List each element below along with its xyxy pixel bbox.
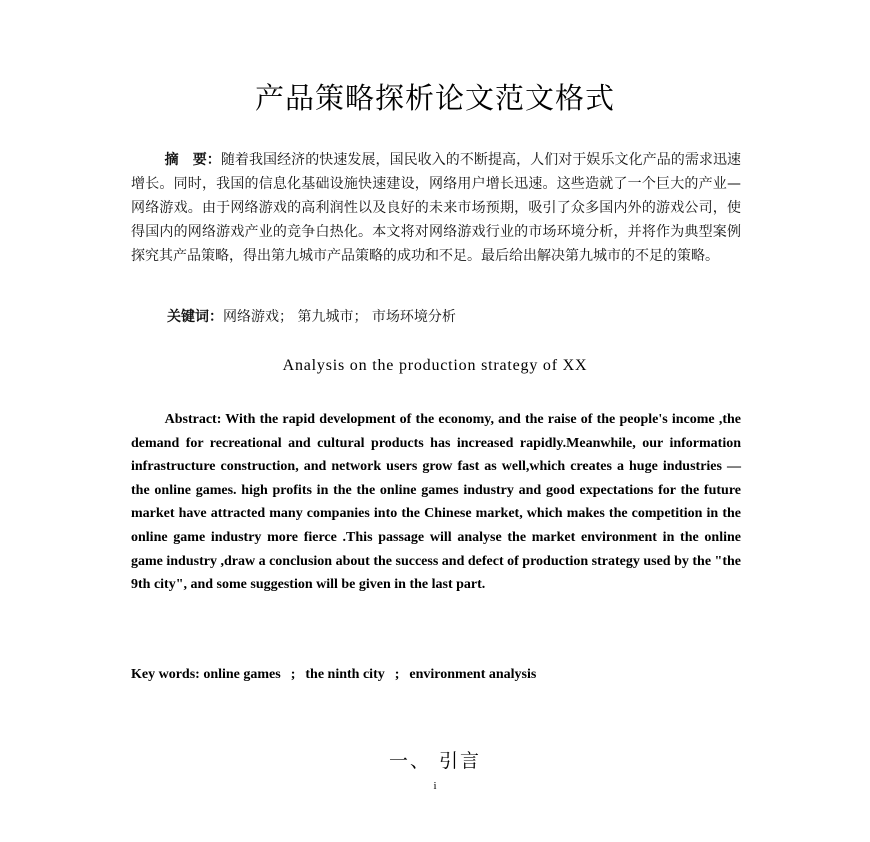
- english-keyword-2: the ninth city: [305, 667, 385, 682]
- page-number: i: [433, 780, 437, 792]
- chinese-keywords-label: 关键词：: [167, 309, 223, 325]
- chinese-abstract: [131, 148, 741, 268]
- english-keywords: [131, 664, 751, 686]
- english-keyword-1: online games: [203, 667, 281, 682]
- english-abstract: Abstract: With the rapid development of the economy, and the raise of the people's income ,the demand for recreational and cultural products has increased rapidly.Meanwhile, our information infrastructure construction, and network users grow fast as well,which creates a huge industries — the online games. high profits in the the online games industry and good expectations for the future market have attracted many companies into the Chinese market, which makes the competition in the online game industry more fierce .This passage will analyse the market environment in the online game industry ,draw a conclusion about the success and defect of production strategy used by the "the 9th city", and some suggestion will be given in the last part.: [131, 412, 741, 593]
- english-keyword-3: environment analysis: [409, 667, 537, 682]
- chinese-abstract-text: 随着我国经济的快速发展，国民收入的不断提高，人们对于娱乐文化产品的需求迅速增长。同时，我国的信息化基础设施快速建设，网络用户增长迅速。这些造就了一个巨大的产业—网络游戏。由于网络游戏的高利润性以及良好的未来市场预期，吸引了众多国内外的游戏公司，使得国内的网络游戏产业的竞争白热化。本文将对网络游戏行业的市场环境分析，并将作为典型案例探究其产品策略，得出第九城市产品策略的成功和不足。最后给出解决第九城市的不足的策略。: [131, 152, 742, 264]
- chinese-abstract-label: 摘 要：: [164, 152, 221, 168]
- keyword-separator: ;: [290, 667, 296, 682]
- document-title: 产品策略探析论文范文格式: [254, 81, 615, 115]
- english-title: Analysis on the production strategy of XX: [282, 357, 588, 374]
- chinese-keywords: [167, 306, 767, 328]
- keyword-separator: ;: [394, 667, 400, 682]
- section-heading-introduction: 一、 引言: [388, 750, 482, 772]
- chinese-keywords-text: 网络游戏； 第九城市； 市场环境分析: [223, 309, 456, 325]
- english-keywords-label: Key words:: [131, 667, 200, 682]
